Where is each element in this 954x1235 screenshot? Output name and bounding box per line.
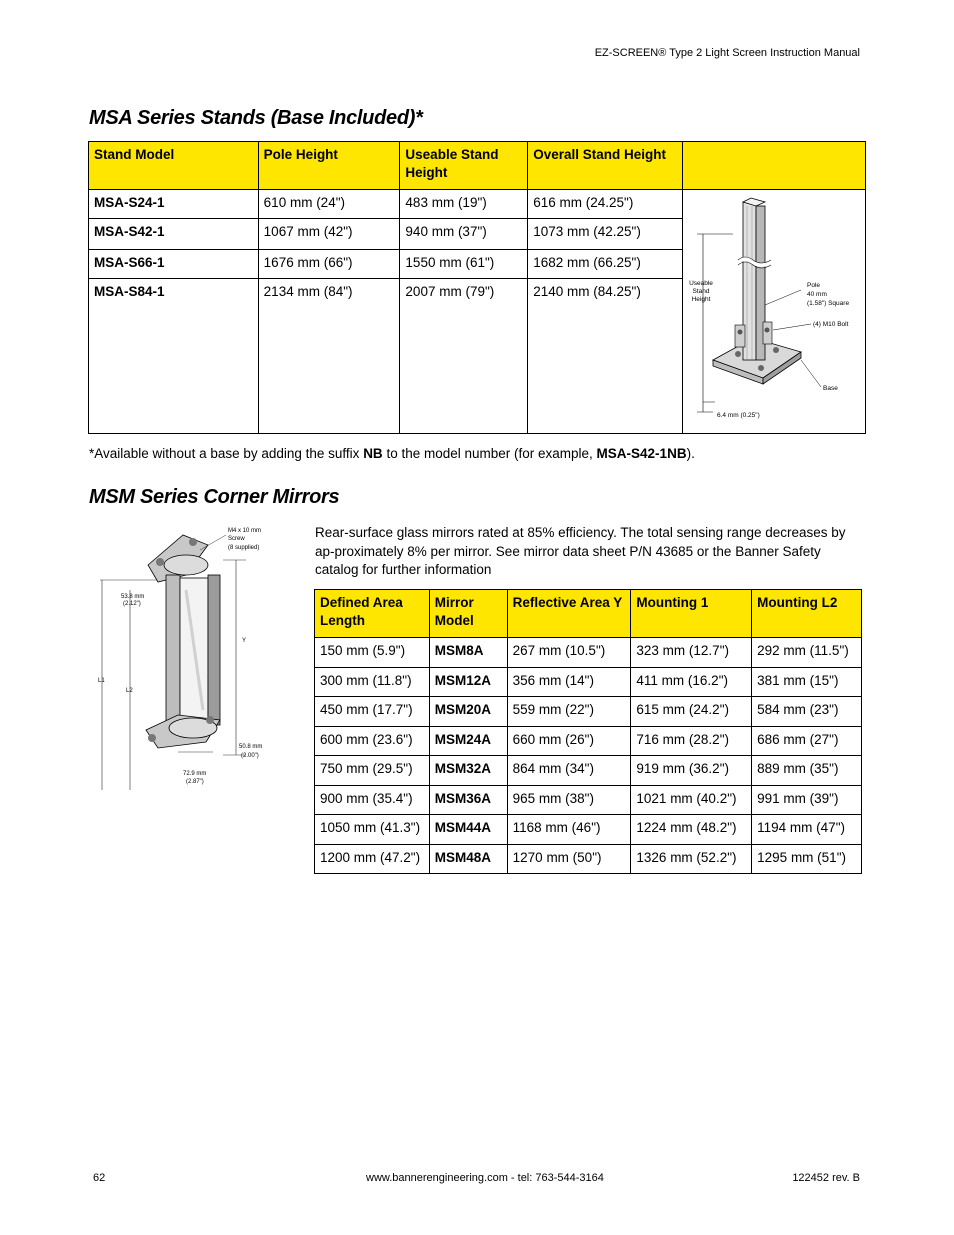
cell: 1224 mm (48.2"): [631, 815, 752, 845]
cell: 584 mm (23"): [752, 697, 862, 727]
cell: 750 mm (29.5"): [315, 756, 430, 786]
overall-cell: 2140 mm (84.25"): [528, 279, 683, 434]
table-row: [315, 756, 862, 786]
overall-cell: 1682 mm (66.25"): [528, 249, 683, 278]
base-label: Base: [822, 385, 838, 392]
table-row: [89, 190, 866, 219]
msa-col-stand-model: Stand Model: [89, 142, 259, 190]
screw-label-2: Screw: [228, 536, 245, 542]
cell: 267 mm (10.5"): [507, 638, 631, 668]
cell: MSM8A: [429, 638, 507, 668]
cell: 686 mm (27"): [752, 727, 862, 756]
cell: 716 mm (28.2"): [631, 727, 752, 756]
cell: 615 mm (24.2"): [631, 697, 752, 727]
footer-doc-rev: 122452 rev. B: [792, 1172, 860, 1184]
model-cell: MSA-S66-1: [89, 249, 259, 278]
l1-label: L1: [98, 678, 105, 684]
cell: 381 mm (15"): [752, 668, 862, 697]
overall-cell: 1073 mm (42.25"): [528, 219, 683, 249]
footer-contact: www.bannerengineering.com - tel: 763-544-3164: [366, 1172, 604, 1184]
msm-table: [314, 589, 862, 874]
pole-cell: 1676 mm (66"): [258, 249, 400, 278]
dim2-label-1: 50.8 mm: [239, 744, 263, 750]
dim3-label-2: (2.87"): [186, 779, 204, 785]
cell: MSM12A: [429, 668, 507, 697]
useable-label-3: Height: [691, 296, 711, 303]
dim2-label-2: (2.00"): [241, 753, 259, 759]
mirror-illustration: [88, 520, 308, 800]
pole-cell: 610 mm (24"): [258, 190, 400, 219]
msa-col-figure: [682, 142, 865, 190]
table-row: [315, 727, 862, 756]
cell: 1168 mm (46"): [507, 815, 631, 845]
useable-cell: 1550 mm (61"): [400, 249, 528, 278]
cell: 965 mm (38"): [507, 786, 631, 815]
pole-label-3: (1.58") Square: [806, 300, 850, 307]
cell: 356 mm (14"): [507, 668, 631, 697]
stand-figure-cell: [682, 190, 865, 434]
useable-cell: 483 mm (19"): [400, 190, 528, 219]
dim1-label-2: (2.12"): [123, 601, 141, 607]
useable-cell: 2007 mm (79"): [400, 279, 528, 434]
cell: MSM24A: [429, 727, 507, 756]
pole-label-2: 40 mm: [806, 291, 827, 298]
msa-col-useable-height: Useable Stand Height: [400, 142, 528, 190]
msm-description: Rear-surface glass mirrors rated at 85% efficiency. The total sensing range decreases by ap-proximately 8% per mirror. See mirror data sheet P/N 43685 or the Banner Safety catalog for further information: [315, 525, 846, 577]
msa-col-overall-height: Overall Stand Height: [528, 142, 683, 190]
msm-col-mirror-model: Mirror Model: [429, 590, 507, 638]
table-row: [315, 697, 862, 727]
note-text: to the model number (for example,: [382, 446, 597, 461]
cell: 864 mm (34"): [507, 756, 631, 786]
cell: 300 mm (11.8"): [315, 668, 430, 697]
msm-col-reflective-area: Reflective Area Y: [507, 590, 631, 638]
cell: 1050 mm (41.3"): [315, 815, 430, 845]
cell: 600 mm (23.6"): [315, 727, 430, 756]
cell: 1270 mm (50"): [507, 845, 631, 874]
table-row: [315, 638, 862, 668]
cell: 1326 mm (52.2"): [631, 845, 752, 874]
msm-heading: MSM Series Corner Mirrors: [89, 486, 340, 508]
bolt-label: (4) M10 Bolt: [812, 321, 849, 328]
cell: 1200 mm (47.2"): [315, 845, 430, 874]
useable-label-1: Useable: [689, 280, 713, 287]
y-label: Y: [242, 638, 247, 644]
l2-label: L2: [126, 688, 133, 694]
msa-col-pole-height: Pole Height: [258, 142, 400, 190]
page-number: 62: [93, 1172, 106, 1184]
msm-col-mounting-l2: Mounting L2: [752, 590, 862, 638]
overall-cell: 616 mm (24.25"): [528, 190, 683, 219]
cell: 150 mm (5.9"): [315, 638, 430, 668]
msm-col-defined-area: Defined Area Length: [315, 590, 430, 638]
cell: 900 mm (35.4"): [315, 786, 430, 815]
note-text: *Available without a base by adding the suffix: [89, 446, 364, 461]
model-cell: MSA-S84-1: [89, 279, 259, 434]
cell: 889 mm (35"): [752, 756, 862, 786]
running-header: EZ-SCREEN® Type 2 Light Screen Instruction Manual: [594, 47, 860, 59]
msm-col-mounting-1: Mounting 1: [631, 590, 752, 638]
screw-label-1: M4 x 10 mm: [228, 528, 262, 534]
cell: 1021 mm (40.2"): [631, 786, 752, 815]
cell: 1295 mm (51"): [752, 845, 862, 874]
msa-heading: MSA Series Stands (Base Included)*: [89, 107, 423, 129]
cell: 450 mm (17.7"): [315, 697, 430, 727]
cell: MSM20A: [429, 697, 507, 727]
model-cell: MSA-S24-1: [89, 190, 259, 219]
note-suffix: NB: [363, 446, 383, 461]
cell: 919 mm (36.2"): [631, 756, 752, 786]
pole-cell: 1067 mm (42"): [258, 219, 400, 249]
note-example: MSA-S42-1NB: [596, 446, 687, 461]
msa-table: [88, 141, 866, 434]
cell: 1194 mm (47"): [752, 815, 862, 845]
table-row: [315, 786, 862, 815]
pole-label-1: Pole: [806, 282, 820, 289]
cell: MSM48A: [429, 845, 507, 874]
cell: 660 mm (26"): [507, 727, 631, 756]
table-row: [315, 845, 862, 874]
screw-label-3: (8 supplied): [228, 545, 260, 551]
cell: 323 mm (12.7"): [631, 638, 752, 668]
table-row: [315, 668, 862, 697]
pole-cell: 2134 mm (84"): [258, 279, 400, 434]
table-row: [315, 815, 862, 845]
dim3-label-1: 72.9 mm: [183, 771, 207, 777]
model-cell: MSA-S42-1: [89, 219, 259, 249]
cell: MSM36A: [429, 786, 507, 815]
cell: 991 mm (39"): [752, 786, 862, 815]
dim1-label-1: 53.8 mm: [121, 594, 145, 600]
cell: MSM32A: [429, 756, 507, 786]
cell: 411 mm (16.2"): [631, 668, 752, 697]
cell: 292 mm (11.5"): [752, 638, 862, 668]
useable-cell: 940 mm (37"): [400, 219, 528, 249]
note-text: ).: [686, 446, 695, 461]
stand-illustration: [683, 190, 865, 428]
base-note: [89, 446, 695, 461]
cell: MSM44A: [429, 815, 507, 845]
thickness-label: 6.4 mm (0.25"): [716, 412, 760, 419]
cell: 559 mm (22"): [507, 697, 631, 727]
useable-label-2: Stand: [692, 288, 710, 295]
